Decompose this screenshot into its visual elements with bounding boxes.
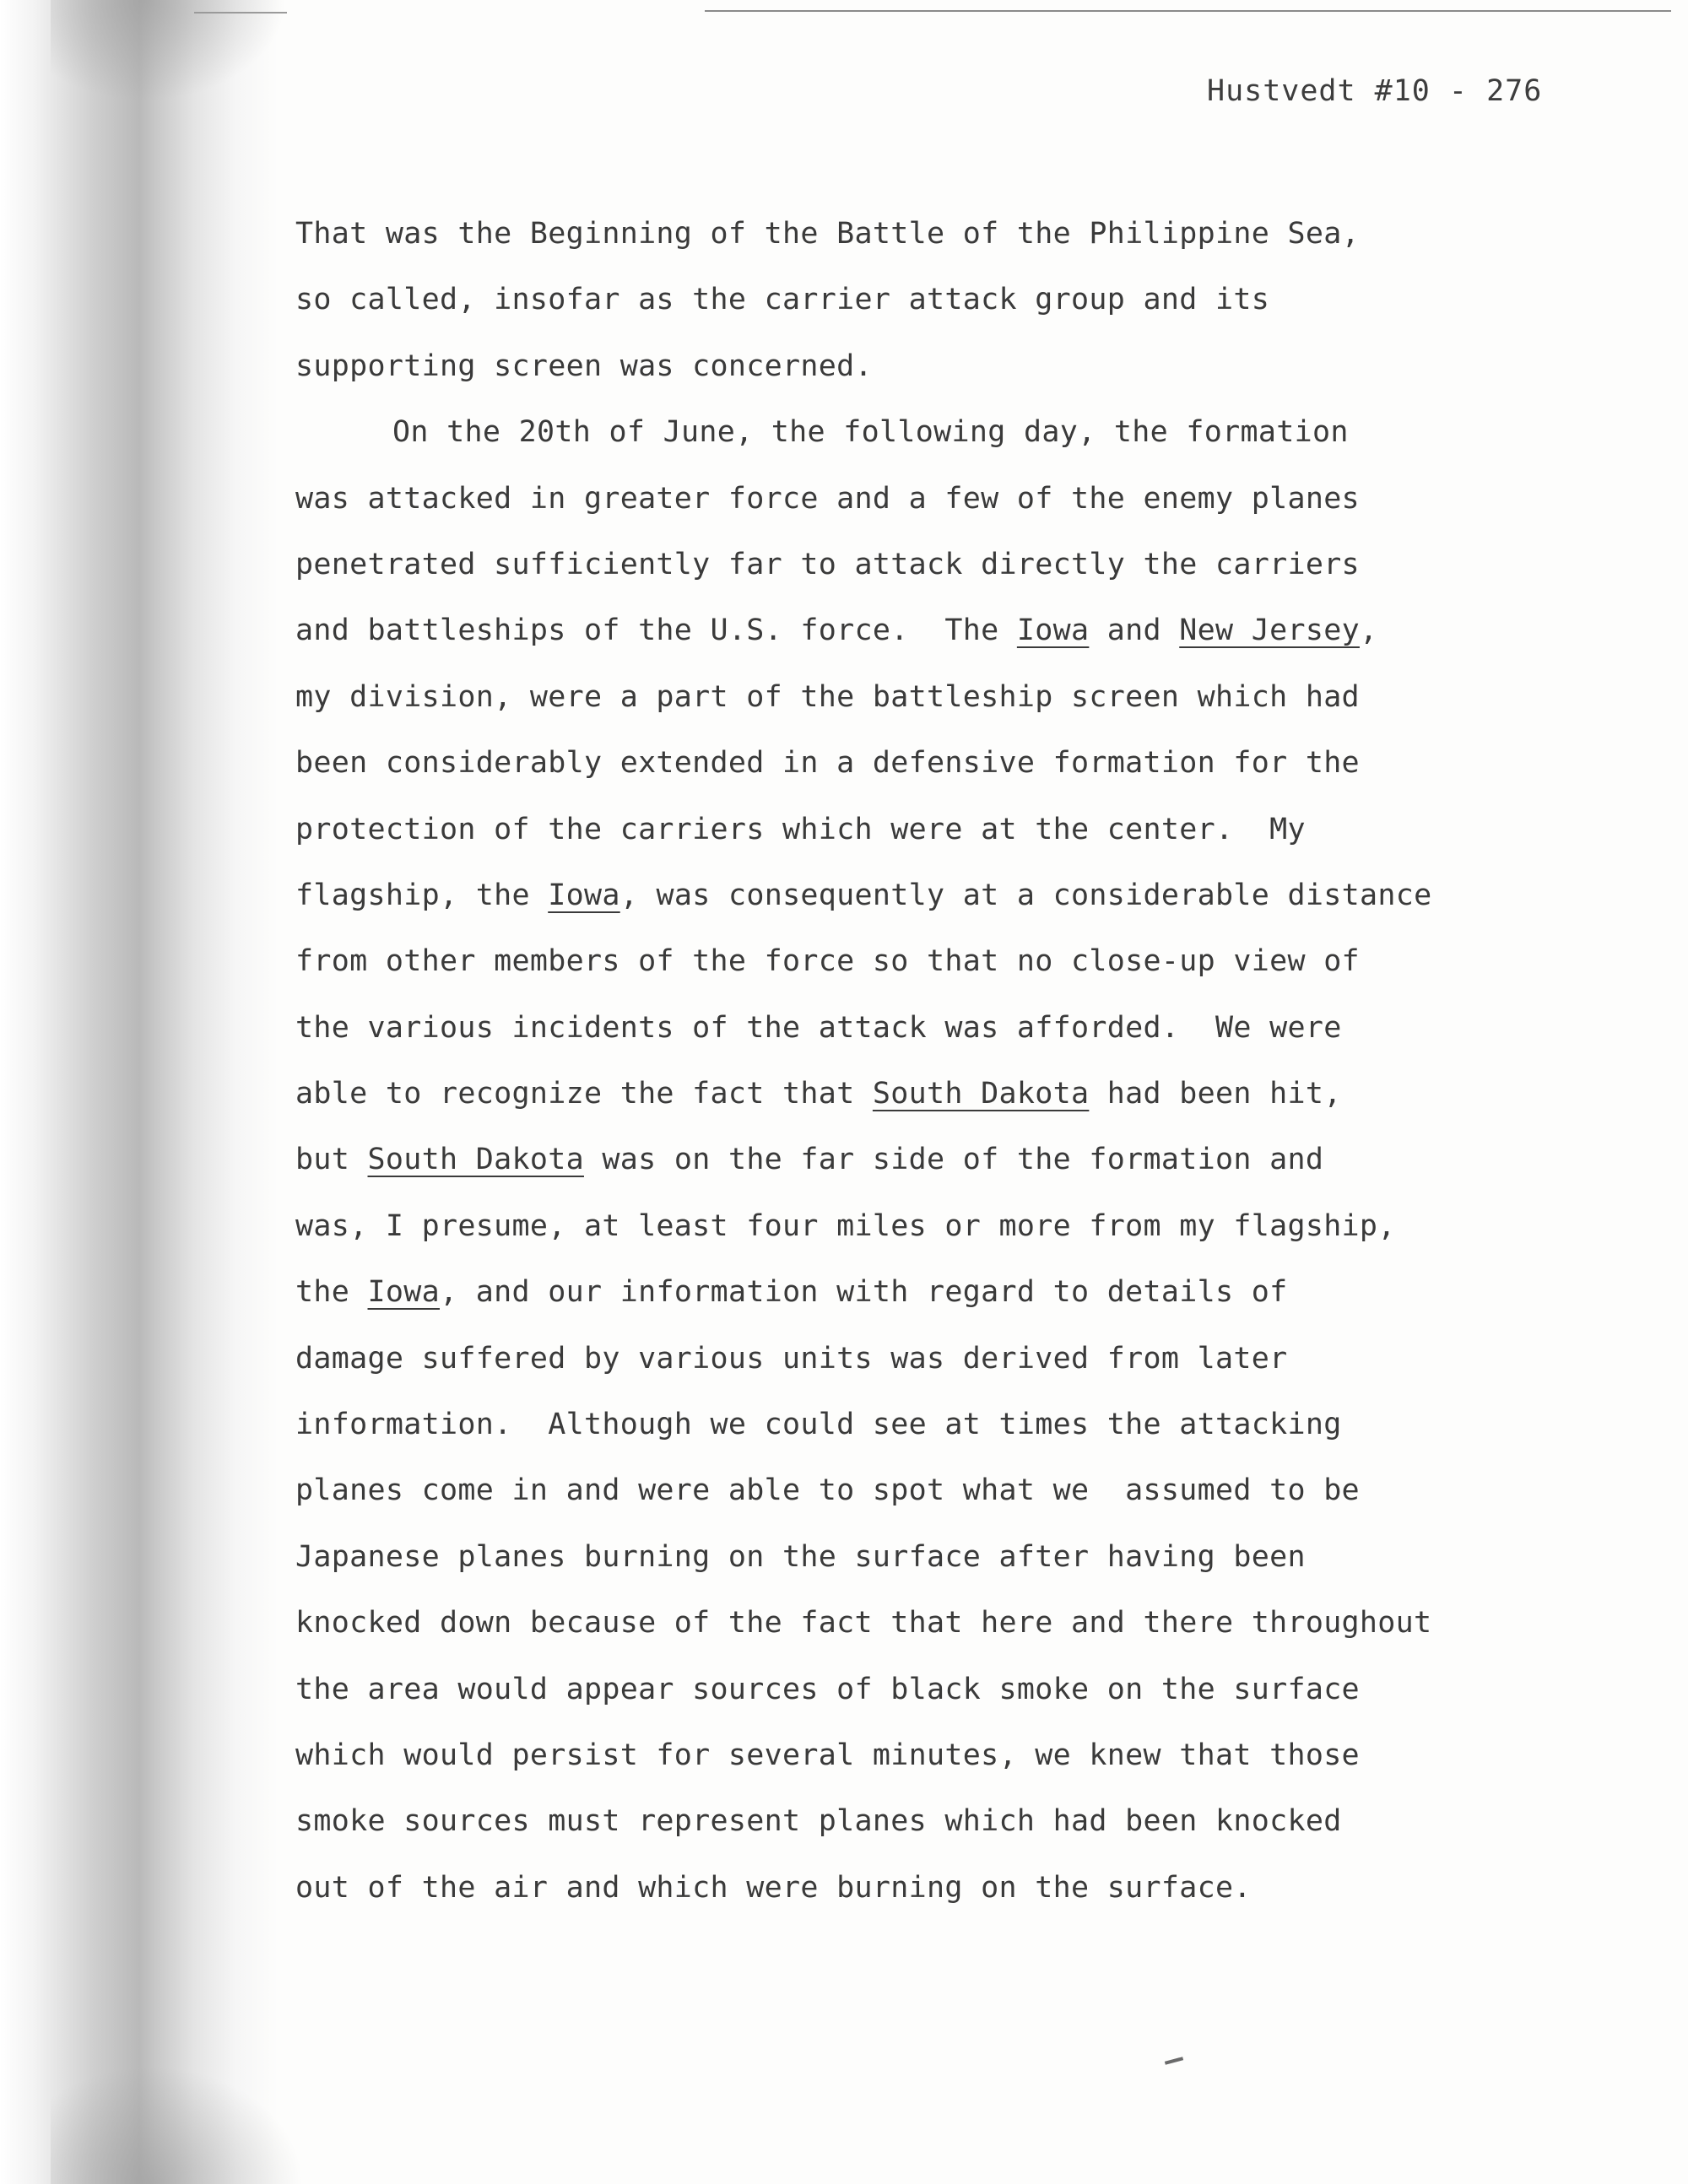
text-segment: was on the far side of the formation and bbox=[583, 1143, 1324, 1177]
text-segment: had been hit, bbox=[1089, 1077, 1342, 1111]
text-line bbox=[295, 597, 1578, 663]
text-line: planes come in and were able to spot what we assumed to be bbox=[295, 1473, 1360, 1508]
text-line: information. Although we could see at times the attacking bbox=[295, 1408, 1342, 1442]
paragraph-start-line: On the 20th of June, the following day, the formation bbox=[392, 415, 1349, 450]
ship-name-iowa: Iowa bbox=[367, 1275, 440, 1310]
text-segment: but bbox=[295, 1143, 368, 1177]
text-segment: and bbox=[1089, 614, 1180, 648]
binding-shadow bbox=[0, 0, 279, 2184]
scan-speck bbox=[1165, 2057, 1183, 2065]
text-segment: , bbox=[1359, 614, 1378, 648]
text-line: penetrated sufficiently far to attack directly the carriers bbox=[295, 547, 1360, 581]
text-line bbox=[295, 1061, 1578, 1127]
ship-name-iowa: Iowa bbox=[1016, 614, 1090, 648]
scan-edge-line bbox=[705, 10, 1671, 12]
page-header: Hustvedt #10 - 276 bbox=[1207, 74, 1543, 108]
text-line: the various incidents of the attack was afforded. We were bbox=[295, 1010, 1342, 1045]
text-line: supporting screen was concerned. bbox=[295, 349, 873, 383]
text-line: which would persist for several minutes, we knew that those bbox=[295, 1738, 1360, 1772]
text-segment: , and our information with regard to details of bbox=[440, 1275, 1288, 1310]
text-line: protection of the carriers which were at the center. My bbox=[295, 812, 1306, 846]
binding-shadow-bottom bbox=[51, 2066, 304, 2184]
ship-name-new-jersey: New Jersey bbox=[1179, 614, 1360, 648]
text-line: my division, were a part of the battleship screen which had bbox=[295, 679, 1360, 714]
text-segment: able to recognize the fact that bbox=[295, 1077, 873, 1111]
text-line: the area would appear sources of black smoke on the surface bbox=[295, 1672, 1360, 1706]
scan-edge-mark-left bbox=[194, 12, 287, 14]
text-line: was attacked in greater force and a few of the enemy planes bbox=[295, 481, 1360, 516]
body-text bbox=[295, 201, 1578, 1921]
text-line: That was the Beginning of the Battle of the Philippine Sea, bbox=[295, 217, 1360, 251]
text-segment: flagship, the bbox=[295, 878, 549, 912]
text-line: from other members of the force so that no close-up view of bbox=[295, 944, 1360, 979]
text-line: out of the air and which were burning on the surface. bbox=[295, 1870, 1252, 1905]
text-segment: and battleships of the U.S. force. The bbox=[295, 614, 1017, 648]
text-segment: the bbox=[295, 1275, 368, 1310]
binding-shadow-top bbox=[51, 0, 287, 101]
text-segment: , was consequently at a considerable distance bbox=[619, 878, 1432, 912]
text-line bbox=[295, 862, 1578, 928]
text-line: been considerably extended in a defensive formation for the bbox=[295, 746, 1360, 781]
text-line bbox=[295, 1259, 1578, 1325]
text-line: damage suffered by various units was derived from later bbox=[295, 1341, 1288, 1376]
ship-name-south-dakota: South Dakota bbox=[367, 1143, 584, 1177]
text-line: was, I presume, at least four miles or more from my flagship, bbox=[295, 1208, 1396, 1243]
text-line: so called, insofar as the carrier attack group and its bbox=[295, 283, 1270, 317]
ship-name-south-dakota: South Dakota bbox=[872, 1077, 1090, 1111]
text-line: knocked down because of the fact that here and there throughout bbox=[295, 1606, 1432, 1641]
ship-name-iowa: Iowa bbox=[548, 878, 620, 912]
text-line: smoke sources must represent planes which had been knocked bbox=[295, 1804, 1342, 1839]
text-line bbox=[295, 1127, 1578, 1192]
text-line: Japanese planes burning on the surface after having been bbox=[295, 1539, 1306, 1574]
